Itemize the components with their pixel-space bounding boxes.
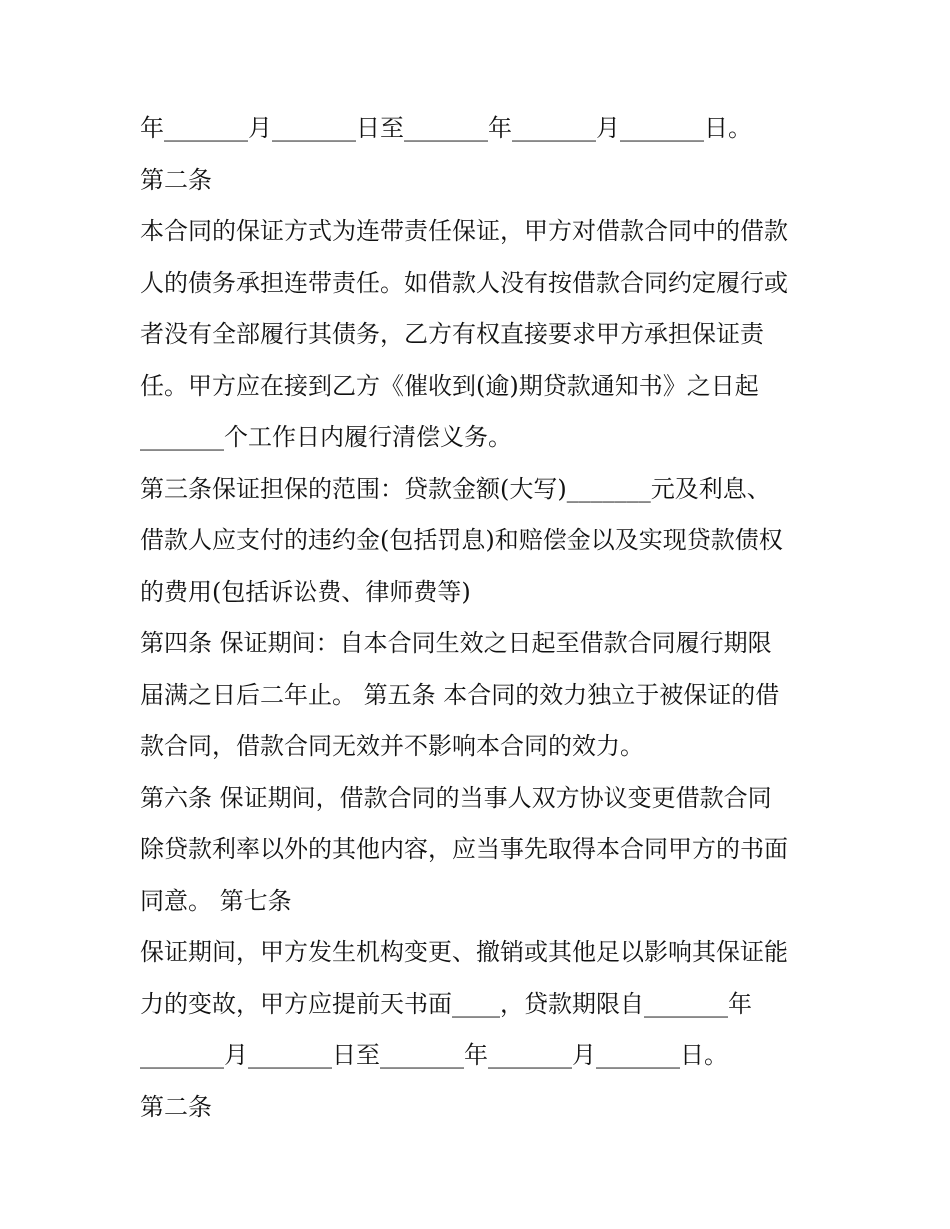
text-line: 任。甲方应在接到乙方《催收到(逾)期贷款通知书》之日起 [140, 371, 759, 400]
text-line: 的费用(包括诉讼费、律师费等) [140, 577, 471, 606]
text-line: 第六条 保证期间，借款合同的当事人双方协议变更借款合同 [140, 783, 772, 812]
text-line: 年_______月_______日至_______年_______月_______日。 [140, 114, 752, 142]
text-line: _______月_______日至_______年_______月_______日。 [140, 1041, 728, 1069]
text-line: 款合同，借款合同无效并不影响本合同的效力。 [140, 732, 644, 760]
text-line: 力的变故，甲方应提前天书面____，贷款期限自_______年 [140, 989, 752, 1018]
contract-text-block [140, 103, 830, 1133]
text-line: 届满之日后二年止。 第五条 本合同的效力独立于被保证的借 [140, 680, 780, 709]
text-line: 同意。 第七条 [140, 886, 292, 915]
article-heading: 第二条 [140, 1092, 212, 1121]
text-line: 本合同的保证方式为连带责任保证，甲方对借款合同中的借款 [140, 217, 788, 245]
article-heading: 第二条 [140, 165, 212, 194]
text-line: 者没有全部履行其债务，乙方有权直接要求甲方承担保证责 [140, 320, 764, 348]
text-line: 除贷款利率以外的其他内容，应当事先取得本合同甲方的书面 [140, 835, 788, 863]
text-line: _______个工作日内履行清偿义务。 [140, 423, 512, 451]
text-line: 人的债务承担连带责任。如借款人没有按借款合同约定履行或 [140, 268, 788, 297]
text-line: 保证期间，甲方发生机构变更、撤销或其他足以影响其保证能 [140, 938, 788, 966]
text-line: 借款人应支付的违约金(包括罚息)和赔偿金以及实现贷款债权 [140, 526, 783, 554]
text-line: 第三条保证担保的范围：贷款金额(大写)_______元及利息、 [140, 474, 771, 503]
text-line: 第四条 保证期间：自本合同生效之日起至借款合同履行期限 [140, 629, 772, 657]
